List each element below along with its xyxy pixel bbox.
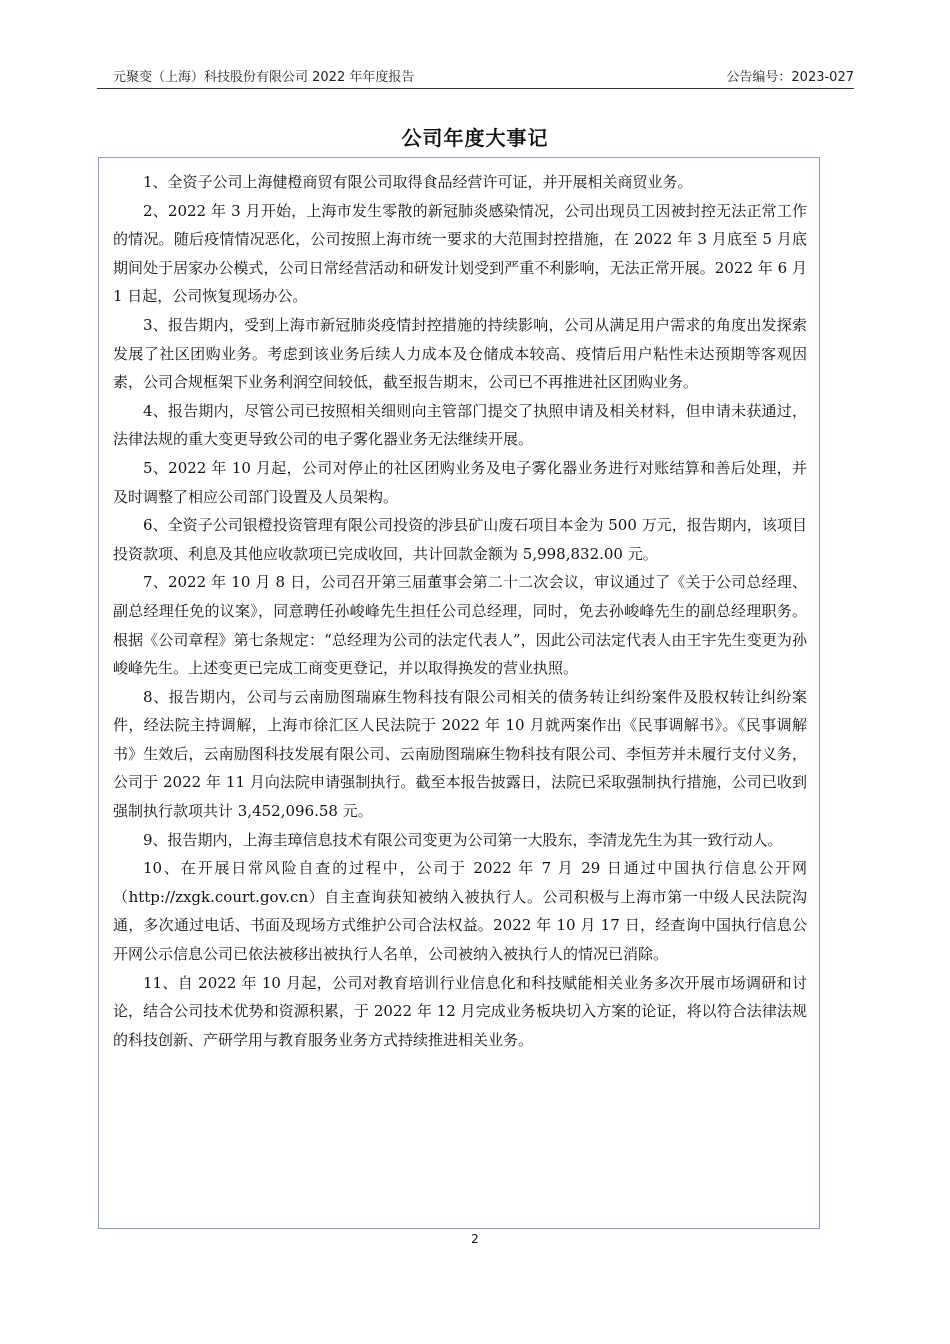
page-number: 2 — [471, 1232, 479, 1246]
event-paragraph-1: 1、全资子公司上海健橙商贸有限公司取得食品经营许可证，并开展相关商贸业务。 — [143, 173, 693, 191]
events-box — [98, 157, 820, 1229]
event-paragraph-10: 10、在开展日常风险自查的过程中，公司于 2022 年 7 月 29 日通过中国执行信息公开网（http://zxgk.court.gov.cn）自主查询获知被纳入被执行人。公司积极与上海市第一中级人民法院沟通，多次通过电话、书面及现场方式维护公司合法权益。2022 年 10 月 17 日，经查询中国执行信息公开网公示信息公司已依法被移出被执行人名单，公司被纳入被执行人的情况已消除。 — [113, 859, 807, 964]
event-paragraph-7: 7、2022 年 10 月 8 日，公司召开第三届董事会第二十二次会议，审议通过了《关于公司总经理、副总经理任免的议案》，同意聘任孙峻峰先生担任公司总经理，同时，免去孙峻峰先生的副总经理职务。根据《公司章程》第七条规定：“总经理为公司的法定代表人”，因此公司法定代表人由王宇先生变更为孙峻峰先生。上述变更已完成工商变更登记，并以取得换发的营业执照。 — [113, 573, 807, 678]
event-paragraph-9: 9、报告期内，上海圭璋信息技术有限公司变更为公司第一大股东，李清龙先生为其一致行动人。 — [143, 830, 783, 849]
event-paragraph-5: 5、2022 年 10 月起，公司对停止的社区团购业务及电子雾化器业务进行对账结算和善后处理，并及时调整了相应公司部门设置及人员架构。 — [113, 458, 807, 506]
event-paragraph-3: 3、报告期内，受到上海市新冠肺炎疫情封控措施的持续影响，公司从满足用户需求的角度出发探索发展了社区团购业务。考虑到该业务后续人力成本及仓储成本较高、疫情后用户粘性未达预期等客观因素，公司合规框架下业务利润空间较低，截至报告期末，公司已不再推进社区团购业务。 — [113, 315, 807, 392]
event-paragraph-8: 8、报告期内，公司与云南励图瑞麻生物科技有限公司相关的债务转让纠纷案件及股权转让纠纷案件，经法院主持调解，上海市徐汇区人民法院于 2022 年 10 月就两案作出《民事调解书》。《民事调解书》生效后，云南励图科技发展有限公司、云南励图瑞麻生物科技有限公司、李恒芳并未履行支付义务，公司于 2022 年 11 月向法院申请强制执行。截至本报告披露日，法院已采取强制执行措施，公司已收到强制执行款项共计 3,452,096.58 元。 — [113, 687, 807, 821]
event-paragraph-11: 11、自 2022 年 10 月起，公司对教育培训行业信息化和科技赋能相关业务多次开展市场调研和讨论，结合公司技术优势和资源积累，于 2022 年 12 月完成业务板块切入方案的论证，将以符合法律法规的科技创新、产研学用与教育服务业务方式持续推进相关业务。 — [113, 973, 807, 1049]
event-paragraph-2: 2、2022 年 3 月开始，上海市发生零散的新冠肺炎感染情况，公司出现员工因被封控无法正常工作的情况。随后疫情情况恶化，公司按照上海市统一要求的大范围封控措施，在 2022 年 3 月底至 5 月底期间处于居家办公模式，公司日常经营活动和研发计划受到严重不利影响，无法正常开展。2022 年 6 月 1 日起，公司恢复现场办公。 — [113, 201, 807, 306]
events-list — [113, 168, 807, 1054]
event-paragraph-6: 6、全资子公司银橙投资管理有限公司投资的涉县矿山废石项目本金为 500 万元，报告期内，该项目投资款项、利息及其他应收款项已完成收回，共计回款金额为 5,998,832.00 元。 — [113, 516, 807, 563]
header-report-title: 元聚变（上海）科技股份有限公司 2022 年年度报告 — [113, 70, 415, 85]
event-paragraph-4: 4、报告期内，尽管公司已按照相关细则向主管部门提交了执照申请及相关材料，但申请未获通过，法律法规的重大变更导致公司的电子雾化器业务无法继续开展。 — [113, 401, 807, 449]
page-header — [97, 62, 854, 86]
page-title: 公司年度大事记 — [401, 126, 549, 150]
header-announcement-number: 公告编号：2023-027 — [726, 70, 854, 85]
header-divider — [97, 88, 854, 89]
